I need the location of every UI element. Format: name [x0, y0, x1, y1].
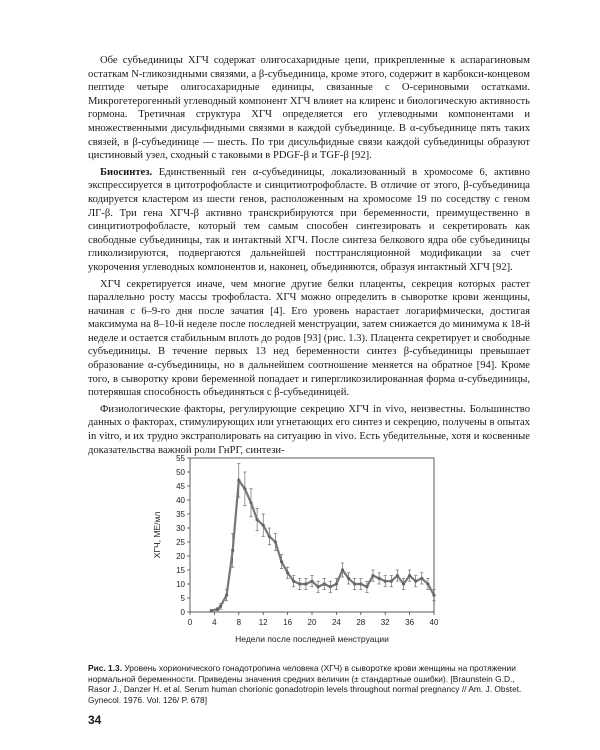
y-tick-label: 40	[176, 496, 185, 505]
caption-text: Уровень хорионического гонадотропина человека (ХГЧ) в сыворотке крови женщины на протяжении нормальной беременности. Приведены значения средних величин (± стандартные ошибки). [Braunstein G.D., Rasor J., Danzer H. et al. Serum human chorionic gonadotropin levels throughout normal pregnancy // Am. J. Obstet. Gynecol. 1976. Vol. 126/ P. 678]	[88, 663, 522, 705]
y-tick-label: 45	[176, 482, 185, 491]
x-tick-label: 12	[258, 618, 268, 627]
data-point	[378, 577, 381, 580]
body-text	[88, 54, 530, 460]
data-point	[414, 580, 417, 583]
paragraph-secretion: ХГЧ секретируется иначе, чем многие другие белки плаценты, секреция которых растет параллельно росту массы трофобласта. ХГЧ можно определить в сыворотке крови женщины, начиная с 6–9-го дня после зачатия [4]. Его уровень нарастает логарифмически, достигая максимума на 8–10-й неделе после последней менструации, затем снижается до минимума к 18-й неделе и остается стабильным вплоть до родов [93] (рис. 1.3). Плацента секретирует и свободные субъединицы. В течение первых 13 нед беременности синтез β-субъединицы превышает образование α-субъединицы, но в дальнейшем соотношение меняется на обратное [94]. Кроме того, в сыворотку крови беременной попадает и гипергликозилированная форма α-субъединицы, потерявшая способность объединяться с β-субъединицей.	[88, 278, 530, 399]
data-point	[310, 580, 313, 583]
data-point	[341, 568, 344, 571]
data-point	[231, 549, 234, 552]
biosynthesis-heading: Биосинтез.	[100, 166, 153, 178]
data-point	[249, 501, 252, 504]
paragraph-subunits: Обе субъединицы ХГЧ содержат олигосахаридные цепи, прикрепленные к аспарагиновым остаткам N-гликозидными связями, а β-субъединица, кроме этого, содержит в карбокси-концевом пептиде четыре олигосахаридные единицы, связанные с O-сериновыми остатками. Микрогетерогенный углеводный компонент ХГЧ влияет на клиренс и биологическую активность гормона. Третичная структура ХГЧ определяется его углеводными компонентами и множественными дисульфидными связями в каждой субъединице. В α-субъединице пять таких связей, в β-субъединице — шесть. По три дисульфидные связи каждой субъединицы образуют цистиновый узел, сходный с таковыми в PDGF-β и TGF-β [92].	[88, 55, 530, 162]
x-tick-label: 32	[380, 618, 390, 627]
data-point	[280, 560, 283, 563]
y-tick-label: 15	[176, 566, 185, 575]
data-point	[402, 582, 405, 585]
data-point	[384, 580, 387, 583]
data-point	[396, 574, 399, 577]
data-point	[323, 582, 326, 585]
data-point	[335, 582, 338, 585]
data-point	[256, 518, 259, 521]
data-point	[353, 582, 356, 585]
y-tick-label: 30	[176, 524, 185, 533]
data-point	[365, 585, 368, 588]
x-tick-label: 36	[405, 618, 415, 627]
y-tick-label: 50	[176, 468, 185, 477]
caption-label: Рис. 1.3.	[88, 663, 123, 673]
y-axis-label: ХГЧ, МЕ/мл	[152, 511, 162, 559]
y-tick-label: 5	[180, 594, 185, 603]
data-point	[210, 609, 213, 612]
paragraph-biosynthesis	[88, 166, 530, 275]
figure-caption	[88, 663, 530, 705]
data-point	[216, 608, 219, 611]
data-point	[359, 582, 362, 585]
data-point	[390, 580, 393, 583]
data-point	[237, 479, 240, 482]
data-point	[286, 571, 289, 574]
y-tick-label: 35	[176, 510, 185, 519]
data-point	[317, 585, 320, 588]
page-number: 34	[88, 713, 102, 727]
y-tick-label: 10	[176, 580, 185, 589]
data-point	[225, 594, 228, 597]
x-tick-label: 0	[187, 618, 193, 627]
data-point	[262, 524, 265, 527]
data-point	[274, 540, 277, 543]
data-point	[329, 585, 332, 588]
data-point	[243, 487, 246, 490]
data-point	[426, 582, 429, 585]
data-point	[292, 580, 295, 583]
data-point	[347, 577, 350, 580]
x-tick-label: 40	[429, 618, 439, 627]
hcg-chart	[150, 450, 450, 660]
data-point	[371, 574, 374, 577]
data-point	[408, 574, 411, 577]
x-tick-label: 4	[212, 618, 217, 627]
x-axis-label: Недели после последней менструации	[235, 634, 389, 644]
biosynthesis-text: Единственный ген α-субъединицы, локализованный в хромосоме 6, активно экспрессируется в цитотрофобласте и синцитиотрофобласте. В отличие от этого, β-субъединица кодируется кластером из шести генов, расположенным на хромосоме 19 по соседству с геном ЛГ-β. Три гена ХГЧ-β активно транскрибируются при беременности, преимущественно в синцитиотрофобласте, который тем самым способен синтезировать и секретировать как свободные субъединицы, так и интактный ХГЧ. После синтеза белкового ядра обе субъединицы гликолизируются, подвергаются дальнейшей посттрансляционной модификации за счет укорочения углеводных компонентов и, наконец, объединяются, образуя интактный ХГЧ [92].	[88, 166, 530, 273]
data-point	[304, 582, 307, 585]
x-tick-label: 24	[331, 618, 341, 627]
y-tick-label: 55	[176, 454, 185, 463]
x-tick-label: 8	[236, 618, 242, 627]
data-point	[268, 535, 271, 538]
data-point	[298, 582, 301, 585]
x-tick-label: 28	[356, 618, 366, 627]
y-tick-label: 25	[176, 538, 185, 547]
paragraph-physiology: Физиологические факторы, регулирующие секрецию ХГЧ in vivo, неизвестны. Большинство данных о факторах, стимулирующих или угнетающих его синтез и секрецию, получены в опытах in vitro, и их трудно экстраполировать на ситуацию in vivo. Есть убедительные, хотя и косвенные доказательства важной роли ГнРГ, синтези-	[88, 403, 530, 456]
data-point	[420, 577, 423, 580]
figure-hcg-chart	[150, 450, 450, 660]
data-point	[432, 594, 435, 597]
y-tick-label: 0	[180, 608, 185, 617]
y-tick-label: 20	[176, 552, 185, 561]
x-tick-label: 20	[307, 618, 317, 627]
x-tick-label: 16	[283, 618, 293, 627]
data-point	[219, 605, 222, 608]
